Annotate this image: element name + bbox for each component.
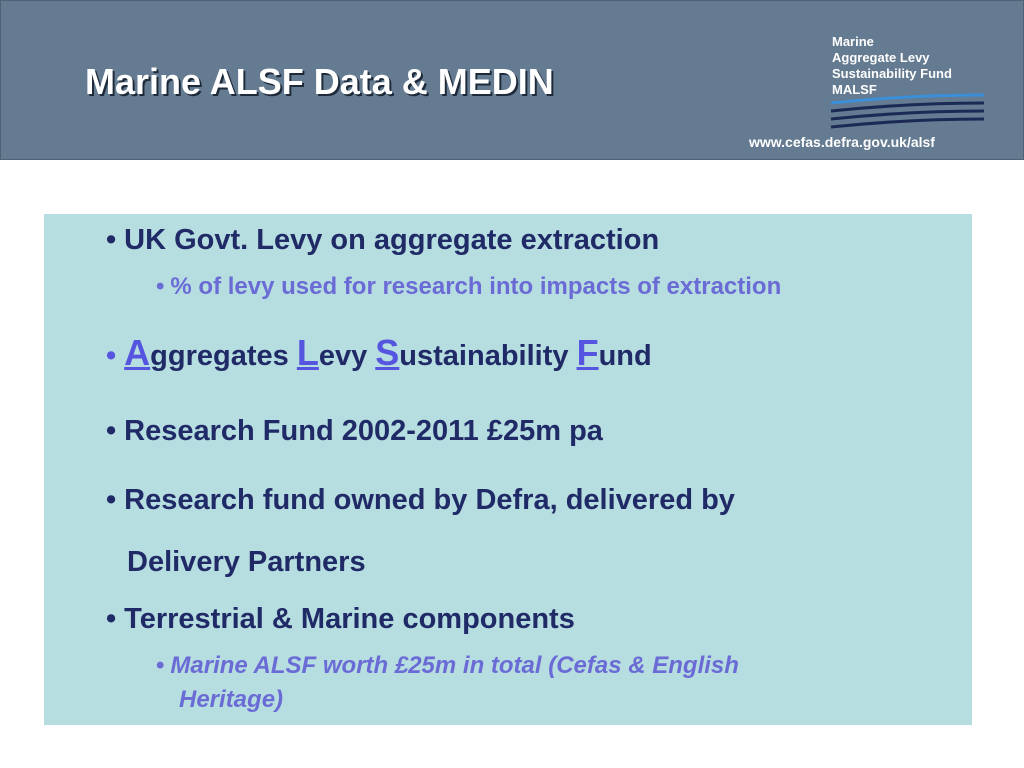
slide-title: Marine ALSF Data & MEDIN	[85, 61, 554, 102]
sub-bullet-marine-alsf: • Marine ALSF worth £25m in total (Cefas & English	[156, 652, 739, 679]
sub-bullet-marine-alsf-continued	[179, 686, 283, 714]
malsf-logo-text	[832, 34, 952, 98]
logo-line-1: Marine	[832, 34, 874, 49]
acronym-s: S	[375, 332, 400, 373]
acronym-l-rest: evy	[318, 340, 376, 372]
bullet-components: • Terrestrial & Marine components	[106, 603, 575, 635]
acronym-a: A	[124, 332, 151, 373]
bullet-defra: • Research fund owned by Defra, delivered by	[106, 484, 735, 516]
sub-bullet-marine-alsf-line1: Marine ALSF worth £25m in total (Cefas & English	[170, 652, 739, 679]
logo-line-2: Aggregate Levy	[832, 50, 930, 65]
bullet-acronym: • Aggregates Levy Sustainability Fund	[106, 332, 652, 373]
sub-bullet-research: • % of levy used for research into impacts of extraction	[156, 273, 782, 300]
website-url: www.cefas.defra.gov.uk/alsf	[749, 134, 935, 150]
sub-bullet-marine-alsf-line2: Heritage)	[179, 686, 284, 713]
acronym-l: L	[296, 332, 319, 373]
acronym-f: F	[576, 332, 599, 373]
bullet-defra-continued	[127, 546, 366, 579]
content-panel	[44, 214, 972, 725]
bullet-levy: • UK Govt. Levy on aggregate extraction	[106, 224, 660, 256]
bullet-components-text: Terrestrial & Marine components	[124, 603, 575, 635]
logo-line-3: Sustainability Fund	[832, 66, 952, 81]
bullet-levy-text: UK Govt. Levy on aggregate extraction	[124, 224, 660, 256]
acronym-s-rest: ustainability	[399, 340, 577, 372]
bullet-research-fund-text: Research Fund 2002-2011 £25m pa	[124, 415, 603, 447]
bullet-research-fund: • Research Fund 2002-2011 £25m pa	[106, 415, 603, 447]
bullet-defra-line2: Delivery Partners	[127, 546, 366, 578]
sub-bullet-research-text: % of levy used for research into impacts of extraction	[170, 273, 782, 300]
logo-line-4: MALSF	[832, 82, 877, 97]
malsf-wave-lines-icon	[829, 91, 989, 131]
bullet-defra-line1: Research fund owned by Defra, delivered by	[124, 484, 735, 516]
acronym-a-rest: ggregates	[150, 340, 297, 372]
header-bar	[0, 0, 1024, 160]
acronym-f-rest: und	[598, 340, 652, 372]
